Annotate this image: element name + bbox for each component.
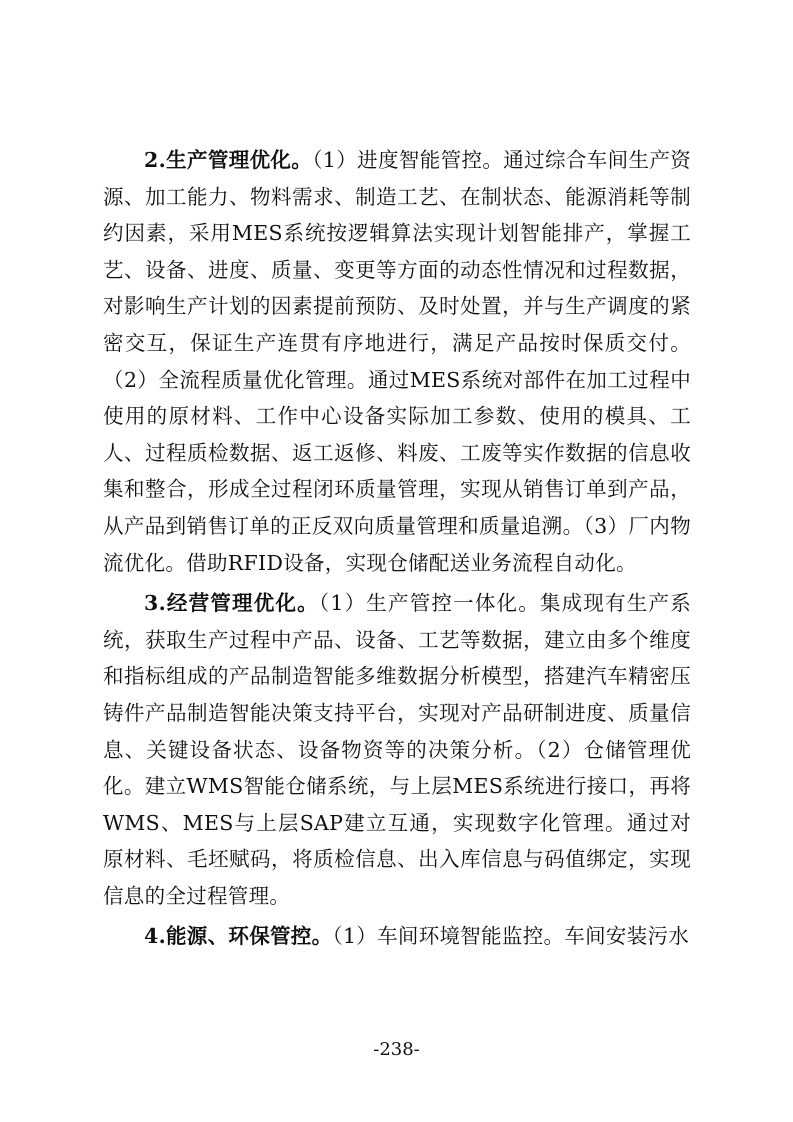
page-number: -238- — [373, 1039, 420, 1060]
paragraph-energy-environment — [103, 918, 691, 955]
paragraph-text: （1）车间环境智能监控。车间安装污水 — [332, 924, 690, 949]
paragraph-business-management — [103, 585, 691, 914]
paragraph-text: （1）生产管控一体化。集成现有生产系统，获取生产过程中产品、设备、工艺等数据，建立由多个维度和指标组成的产品制造智能多维数据分析模型，搭建汽车精密压铸件产品制造智能决策支持平台，实现对产品研制进度、质量信息、关键设备状态、设备物资等的决策分析。（2）仓储管理优化。建立WMS智能仓储系统，与上层MES系统进行接口，再将WMS、MES与上层SAP建立互通，实现数字化管理。通过对原材料、毛坯赋码，将质检信息、出入库信息与码值绑定，实现信息的全过程管理。 — [103, 591, 691, 908]
paragraph-heading: 4.能源、环保管控。 — [144, 924, 333, 949]
paragraph-production-management — [103, 142, 691, 581]
page-body — [103, 142, 691, 959]
paragraph-text: （1）进度智能管控。通过综合车间生产资源、加工能力、物料需求、制造工艺、在制状态、能源消耗等制约因素，采用MES系统按逻辑算法实现计划智能排产，掌握工艺、设备、进度、质量、变更等方面的动态性情况和过程数据，对影响生产计划的因素提前预防、及时处置，并与生产调度的紧密交互，保证生产连贯有序地进行，满足产品按时保质交付。（2）全流程质量优化管理。通过MES系统对部件在加工过程中使用的原材料、工作中心设备实际加工参数、使用的模具、工人、过程质检数据、返工返修、料废、工废等实作数据的信息收集和整合，形成全过程闭环质量管理，实现从销售订单到产品，从产品到销售订单的正反双向质量管理和质量追溯。（3）厂内物流优化。借助RFID设备，实现仓储配送业务流程自动化。 — [103, 148, 691, 575]
paragraph-heading: 2.生产管理优化。 — [144, 148, 313, 172]
paragraph-heading: 3.经营管理优化。 — [144, 591, 319, 616]
